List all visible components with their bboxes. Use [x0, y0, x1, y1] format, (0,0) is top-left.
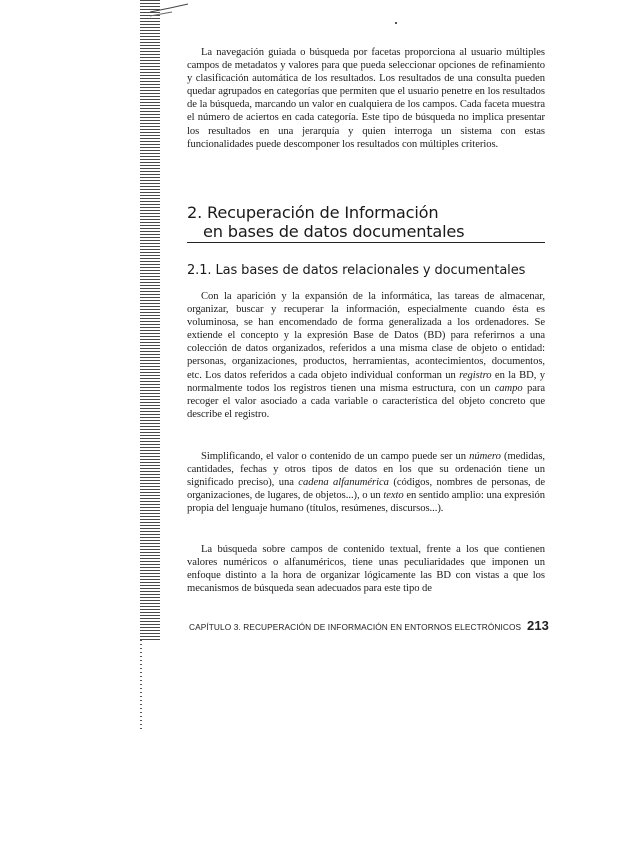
body-paragraph-3: La búsqueda sobre campos de contenido textual, frente a los que contienen valores numéricos o alfanuméricos, tiene unas peculiaridades que imponen un enfoque distinto a la hora de organizar lógicamente las BD con vistas a que los mecanismos de búsqueda sean adecuados para este tipo de [187, 544, 545, 595]
body-paragraph-2 [187, 450, 545, 515]
intro-paragraph: La navegación guiada o búsqueda por facetas proporciona al usuario múltiples campos de metadatos y valores para que pueda seleccionar opciones de refinamiento y clasificación automática de los resultados. Los resultados de una consulta pueden quedar agrupados en categorías que permiten que el usuario penetre en los resultados de la búsqueda, marcando un valor en cualquiera de los campos. Cada faceta muestra el número de aciertos en cada categoría. Este tipo de búsqueda no implica presentar los resultados en una jerarquía y quien interroga un sistema con estas funcionalidades puede descomponer los resultados con múltiples criterios. [187, 47, 545, 150]
running-head: CAPÍTULO 3. RECUPERACIÓN DE INFORMACIÓN EN ENTORNOS ELECTRÓNICOS [189, 622, 522, 632]
page-footer [189, 618, 549, 633]
scan-corner-mark [150, 2, 190, 22]
subsection-heading [187, 263, 525, 279]
gutter-dots [140, 640, 142, 730]
term-campo: campo [494, 382, 523, 394]
section-title-line2: en bases de datos documentales [203, 222, 465, 241]
subsection-number: 2.1. [187, 263, 212, 278]
term-cadena: cadena alfanumérica [298, 477, 389, 489]
p2-text-d: en sentido amplio: una expresión propia del lenguaje humano (títulos, resúmenes, discursos...). [187, 490, 545, 515]
p1-text-a: Con la aparición y la expansión de la informática, las tareas de almacenar, organizar, buscar y recuperar la información, especialmente cuando ésta es voluminosa, se han encomendado de forma generalizada a los ordenadores. Se extiende el concepto y la expresión Base de Datos (BD) para referirnos a una colección de datos organizados, referidos a una misma clase de objeto o entidad: personas, organizaciones, productos, herramientas, acontecimientos, documentos, etc. Los datos referidos a cada objeto individual conforman un [187, 291, 545, 381]
p1-text-c: para recoger el valor asociado a cada variable o característica del objeto concreto que describe el registro. [187, 382, 545, 420]
term-registro: registro [459, 369, 492, 381]
subsection-title: Las bases de datos relacionales y documentales [215, 263, 526, 278]
body-paragraph-1 [187, 290, 545, 421]
book-binding-shadow [140, 0, 160, 640]
p2-text-b: (medidas, cantidades, fechas y otros tipos de datos en los que su ordenación tiene un significado preciso), una [187, 451, 546, 489]
term-texto: texto [383, 490, 404, 502]
page-number: 213 [527, 618, 549, 633]
p2-text-c: (códigos, nombres de personas, de organizaciones, de lugares, de objetos...), o un [187, 477, 545, 502]
p2-text-a: Simplificando, el valor o contenido de un campo puede ser un [201, 451, 470, 462]
scan-speck [395, 22, 397, 24]
section-number: 2. [187, 203, 203, 222]
section-title-line1: Recuperación de Información [207, 203, 439, 222]
term-numero: número [469, 451, 501, 462]
section-heading [187, 203, 464, 241]
p1-text-b: en la BD, y normalmente todos los registros tienen una misma estructura, con un [187, 369, 545, 394]
section-rule [187, 242, 545, 243]
